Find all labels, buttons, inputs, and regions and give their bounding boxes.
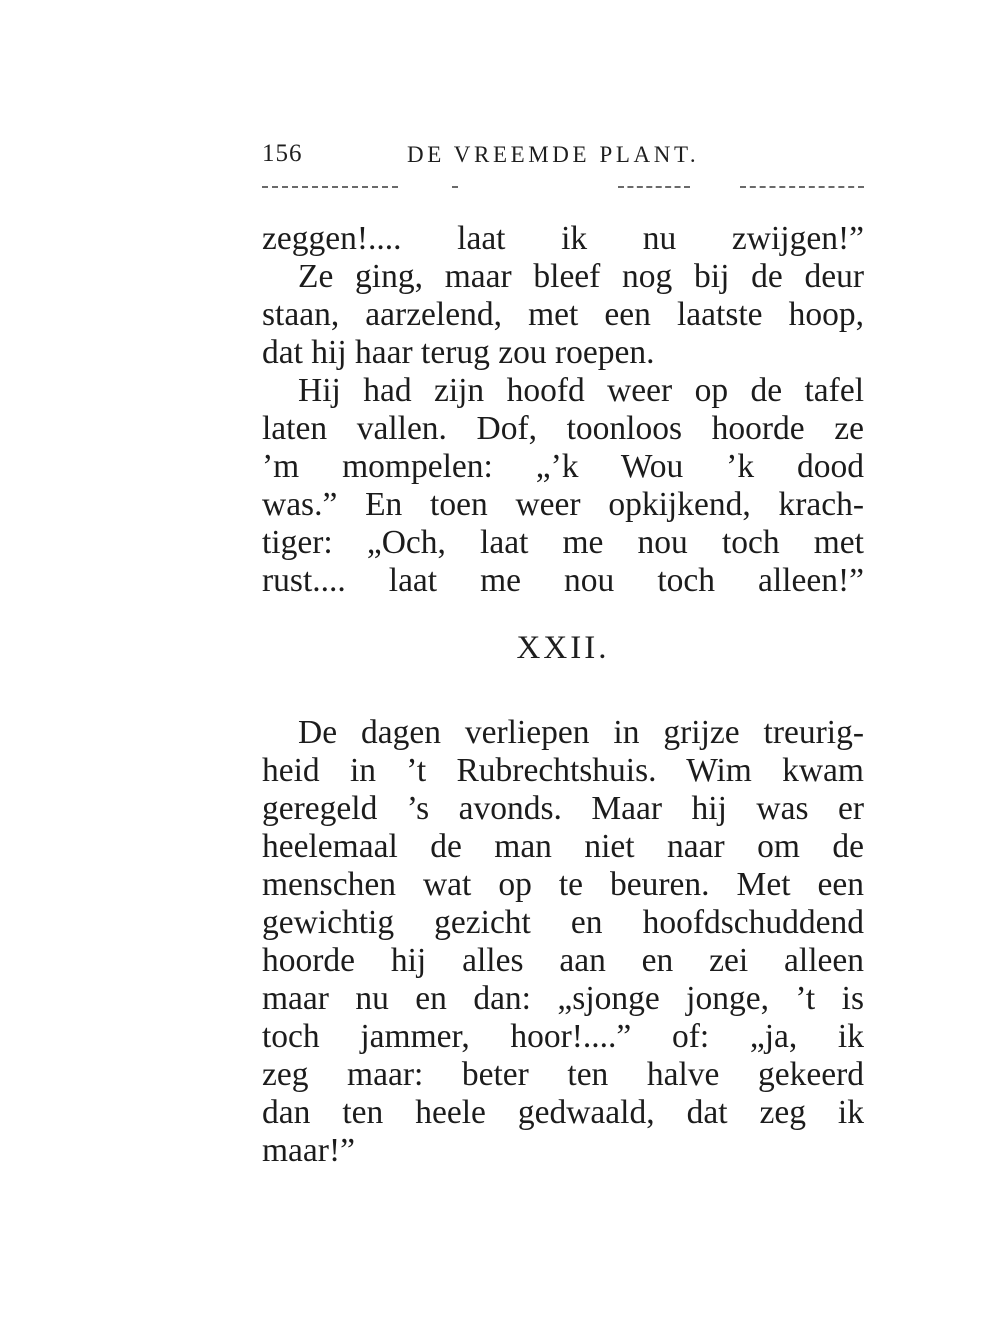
header-rule-segment <box>262 186 398 188</box>
header-rule-segment <box>740 186 864 188</box>
text-line: heelemaal de man niet naar om de <box>262 828 864 865</box>
text-line: maar!” <box>262 1132 355 1169</box>
text-line: zeggen!.... laat ik nu zwijgen!” <box>262 220 864 257</box>
text-line: geregeld ’s avonds. Maar hij was er <box>262 790 864 827</box>
running-title: DE VREEMDE PLANT. <box>407 142 700 167</box>
text-line: heid in ’t Rubrechtshuis. Wim kwam <box>262 752 864 789</box>
text-line: dan ten heele gedwaald, dat zeg ik <box>262 1094 864 1131</box>
text-line: rust.... laat me nou toch alleen!” <box>262 562 864 599</box>
text-line: menschen wat op te beuren. Met een <box>262 866 864 903</box>
text-line: was.” En toen weer opkijkend, krach- <box>262 486 864 523</box>
text-line: maar nu en dan: „sjonge jonge, ’t is <box>262 980 864 1017</box>
text-line: tiger: „Och, laat me nou toch met <box>262 524 864 561</box>
text-line: Hij had zijn hoofd weer op de tafel <box>298 372 864 409</box>
text-line: toch jammer, hoor!....” of: „ja, ik <box>262 1018 864 1055</box>
text-line: gewichtig gezicht en hoofdschuddend <box>262 904 864 941</box>
text-line: laten vallen. Dof, toonloos hoorde ze <box>262 410 864 447</box>
page-number: 156 <box>262 140 303 167</box>
text-line: Ze ging, maar bleef nog bij de deur <box>298 258 864 295</box>
text-line: ’m mompelen: „’k Wou ’k dood <box>262 448 864 485</box>
page-header <box>262 140 866 174</box>
chapter-heading: XXII. <box>516 630 610 666</box>
text-line: staan, aarzelend, met een laatste hoop, <box>262 296 864 333</box>
text-line: dat hij haar terug zou roepen. <box>262 334 655 371</box>
header-rule-segment <box>618 186 690 188</box>
text-line: De dagen verliepen in grijze treurig- <box>298 714 864 751</box>
text-block-bottom <box>262 714 864 1170</box>
header-rule-segment <box>452 186 458 188</box>
text-line: zeg maar: beter ten halve gekeerd <box>262 1056 864 1093</box>
text-block-top <box>262 220 864 600</box>
text-line: hoorde hij alles aan en zei alleen <box>262 942 864 979</box>
